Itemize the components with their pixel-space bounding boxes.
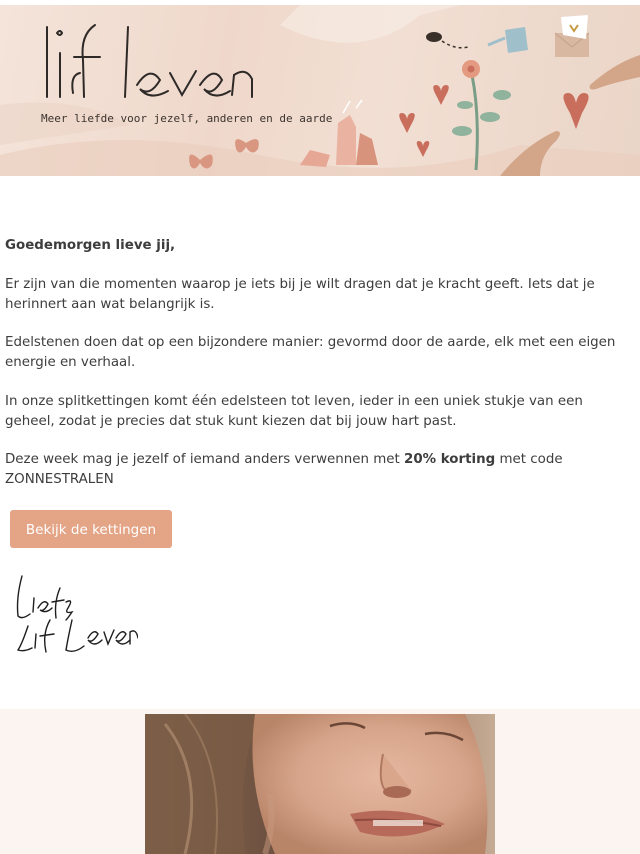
- promo-text-before: Deze week mag je jezelf of iemand anders verwennen met: [5, 452, 405, 467]
- paragraph-1: Er zijn van die momenten waarop je iets bij je wilt dragen dat je kracht geeft. Iets dat je herinnert aan wat belangrijk is.: [5, 277, 595, 312]
- view-necklaces-button[interactable]: Bekijk de kettingen: [10, 510, 172, 548]
- crystal-icon: [300, 100, 378, 167]
- signature-image: [8, 568, 138, 663]
- promo-paragraph: [5, 450, 631, 489]
- portrait-photo: [145, 714, 495, 854]
- face-photo-image: [145, 714, 495, 854]
- bee-icon: [426, 32, 468, 48]
- brand-tagline: Meer liefde voor jezelf, anderen en de aarde: [41, 112, 333, 125]
- greeting-text: Goedemorgen lieve jij,: [5, 238, 176, 253]
- paragraph-3: In onze splitkettingen komt één edelsteen tot leven, ieder in een uniek stukje van een geheel, zodat je precies dat stuk kunt kiezen dat bij jouw hart past.: [5, 394, 583, 429]
- header-illustration: [0, 5, 640, 176]
- header-banner: [0, 5, 640, 176]
- watering-can-icon: [488, 27, 528, 53]
- promo-discount: 20% korting: [404, 452, 496, 467]
- promo-text-after: met code ZONNESTRALEN: [5, 452, 563, 487]
- brand-logo: [47, 25, 252, 97]
- envelope-icon: [555, 15, 589, 57]
- paragraph-2: Edelstenen doen dat op een bijzondere manier: gevormd door de aarde, elk met een eigen energie en verhaal.: [5, 335, 616, 370]
